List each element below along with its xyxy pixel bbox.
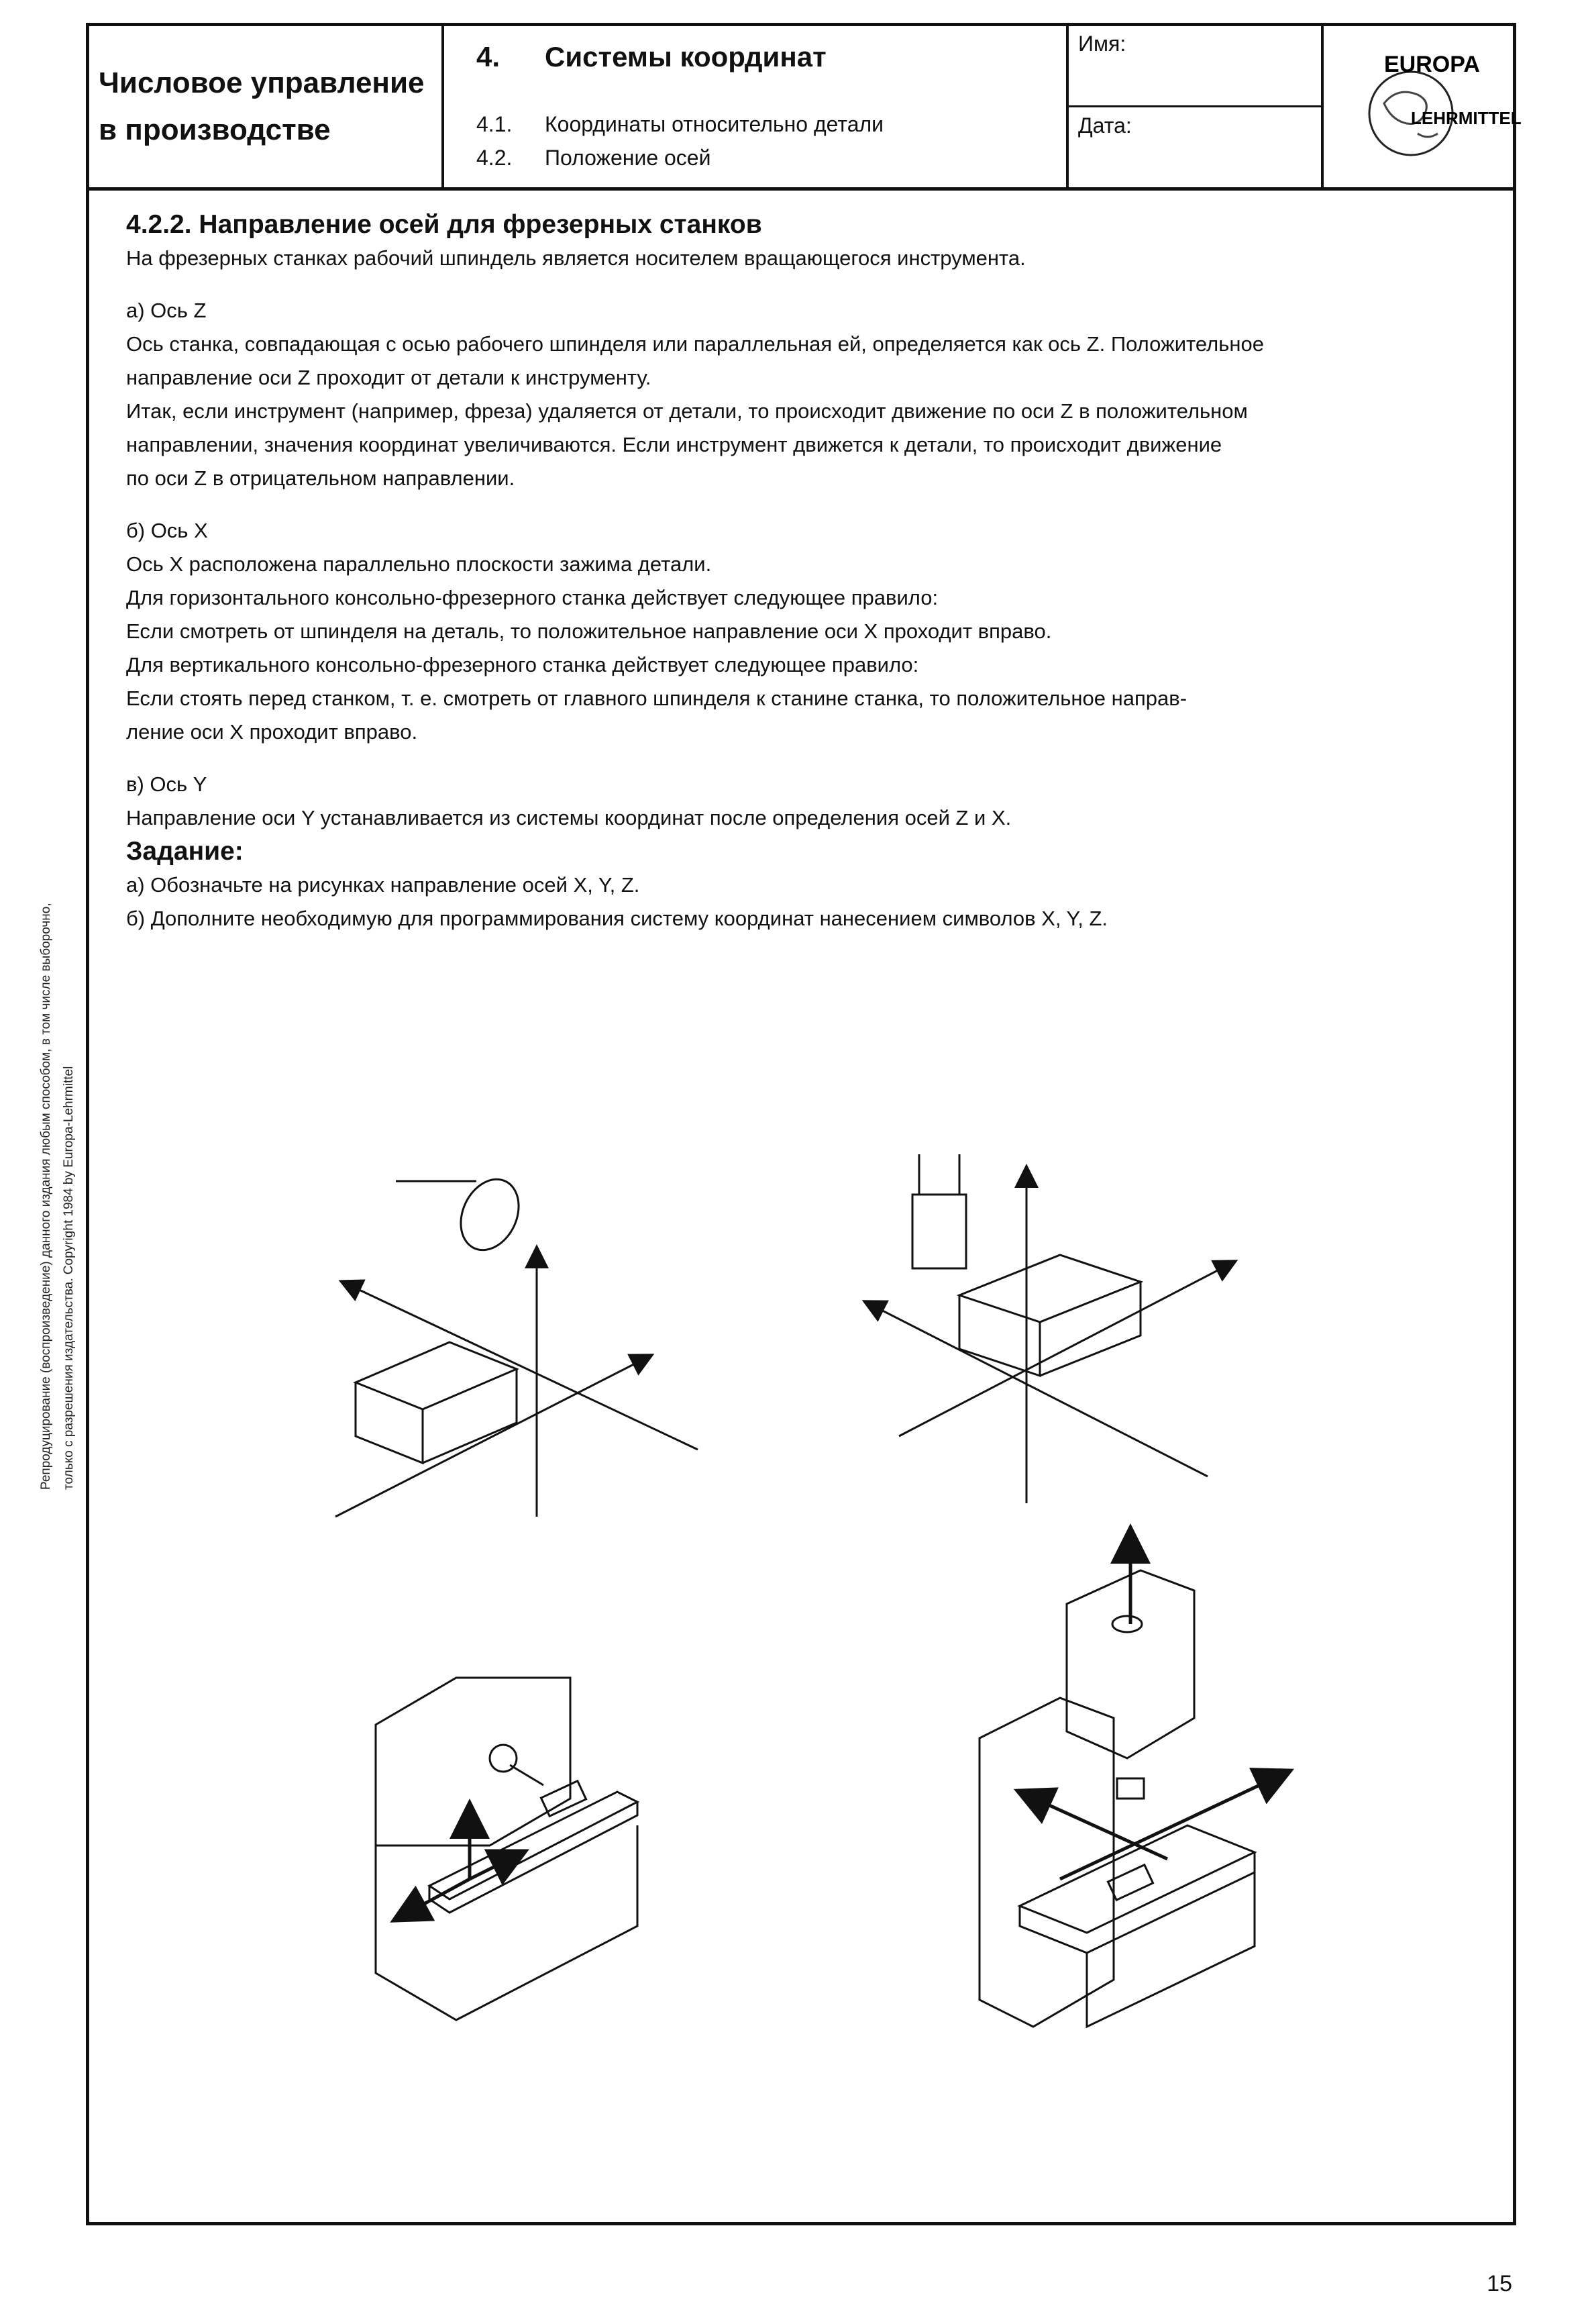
course-title: Числовое управление в производстве [99,66,425,146]
x-axis-line-1: Ось X расположена параллельно плоскости зажима детали. [126,552,712,576]
copyright-side-note: Репродуцирование (воспроизведение) данного издания любым способом, в том числе выборочно, только с разрешения издательства. Copyright 1984 by Europa-Lehrmittel [39,903,76,1490]
logo-text-europa: EUROPA [1384,52,1480,77]
figure-horizontal-milling-machine [356,1658,704,2020]
page-number: 15 [1487,2271,1512,2296]
section-title: 4.2.2. Направление осей для фрезерных станков [126,210,762,239]
x-axis-line-3: Если смотреть от шпинделя на деталь, то положительное направление оси X проходит вправо. [126,619,1052,643]
content [126,208,1461,936]
date-label: Дата: [1078,113,1132,138]
subsection-2-number: 4.2. [476,146,513,170]
subsection-1-number: 4.1. [476,112,513,136]
z-axis-line-4: направлении, значения координат увеличиваются. Если инструмент движется к детали, то происходит движение [126,433,1222,456]
header-logo-cell [1324,26,1522,187]
header-course-cell [89,26,444,187]
task-a: а) Обозначьте на рисунках направление осей X, Y, Z. [126,873,640,897]
z-axis-line-2: направление оси Z проходит от детали к инструменту. [126,366,651,389]
header-chapter-cell [444,26,1069,187]
chapter-number: 4. [476,41,500,72]
x-axis-line-5: Если стоять перед станком, т. е. смотреть от главного шпинделя к станине станка, то положительное направ- [126,687,1187,710]
header [89,26,1522,191]
y-axis-heading: в) Ось Y [126,772,207,796]
figure-horizontal-axes [315,1154,691,1530]
y-axis-line-1: Направление оси Y устанавливается из системы координат после определения осей Z и X. [126,806,1012,829]
x-axis-heading: б) Ось X [126,519,208,542]
task-title: Задание: [126,837,244,866]
task-b: б) Дополните необходимую для программирования систему координат нанесением символов X, Y, Z. [126,907,1108,930]
intro-paragraph: На фрезерных станках рабочий шпиндель является носителем вращающегося инструмента. [126,246,1026,270]
z-axis-line-3: Итак, если инструмент (например, фреза) удаляется от детали, то происходит движение по оси Z в положительном [126,399,1248,423]
x-axis-line-4: Для вертикального консольно-фрезерного станка действует следующее правило: [126,653,919,676]
figure-vertical-axes [859,1154,1261,1530]
chapter-title: Системы координат [545,41,827,72]
z-axis-line-5: по оси Z в отрицательном направлении. [126,466,515,490]
z-axis-line-1: Ось станка, совпадающая с осью рабочего шпинделя или параллельная ей, определяется как ось Z. Положительное [126,332,1264,356]
subsection-1-title: Координаты относительно детали [545,112,884,136]
name-label: Имя: [1078,32,1126,56]
subsection-2-title: Положение осей [545,146,711,170]
figure-vertical-milling-machine [966,1517,1315,2033]
x-axis-line-6: ление оси X проходит вправо. [126,720,418,744]
x-axis-line-2: Для горизонтального консольно-фрезерного станка действует следующее правило: [126,586,939,609]
z-axis-heading: а) Ось Z [126,299,207,322]
europa-lehrmittel-logo [1337,40,1522,174]
logo-text-lehrmittel: LEHRMITTEL [1411,108,1522,128]
name-date-divider [1069,105,1321,107]
header-name-date-cell [1069,26,1324,187]
